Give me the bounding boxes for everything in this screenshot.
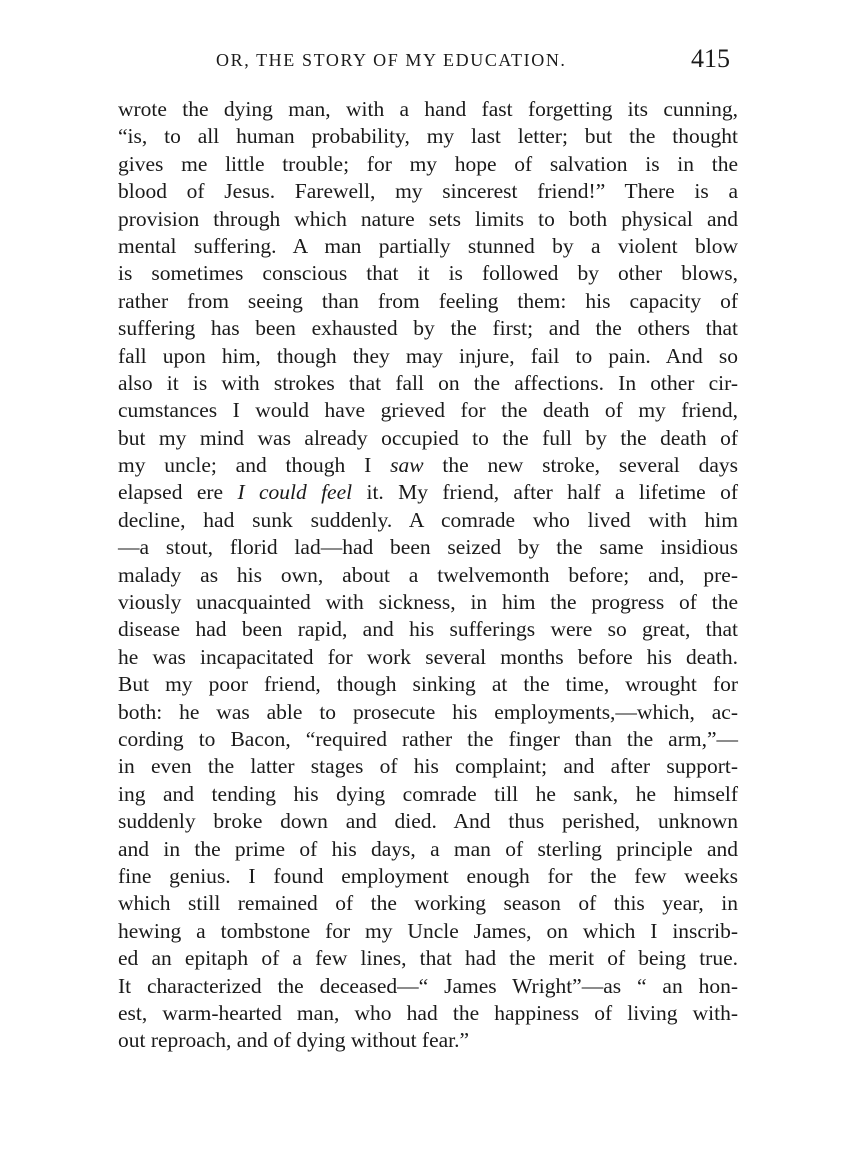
text-segment: both: he was able to prosecute his employments,—which, ac- <box>118 699 738 724</box>
text-segment: the new stroke, several days <box>423 453 739 478</box>
text-segment: It characterized the deceased—“ James Wright”—as “ an hon- <box>118 973 738 998</box>
text-segment: fine genius. I found employment enough for the few weeks <box>118 863 738 888</box>
text-segment: elapsed ere <box>118 480 238 505</box>
text-segment: “is, to all human probability, my last letter; but the thought <box>118 124 738 149</box>
body-text <box>118 96 738 1055</box>
text-segment: hewing a tombstone for my Uncle James, on which I inscrib- <box>118 918 738 943</box>
text-segment: wrote the dying man, with a hand fast forgetting its cunning, <box>118 97 738 121</box>
text-segment: but my mind was already occupied to the full by the death of <box>118 425 738 450</box>
text-line <box>118 288 738 315</box>
text-line <box>118 589 738 616</box>
text-line <box>118 452 738 479</box>
text-line <box>118 890 738 917</box>
text-line <box>118 123 738 150</box>
text-line <box>118 96 738 123</box>
text-line <box>118 370 738 397</box>
running-head <box>216 44 736 78</box>
text-line <box>118 206 738 233</box>
text-segment: it. My friend, after half a lifetime of <box>352 480 738 505</box>
text-line <box>118 343 738 370</box>
text-line <box>118 425 738 452</box>
text-segment: suffering has been exhausted by the first; and the others that <box>118 316 738 341</box>
text-line <box>118 562 738 589</box>
text-segment: cording to Bacon, “required rather the finger than the arm,”— <box>118 726 738 751</box>
text-segment: my uncle; and though I <box>118 453 391 478</box>
text-segment: malady as his own, about a twelvemonth before; and, pre- <box>118 562 738 587</box>
text-segment: which still remained of the working season of this year, in <box>118 891 738 916</box>
text-line <box>118 1027 738 1054</box>
text-line <box>118 836 738 863</box>
text-line <box>118 726 738 753</box>
text-line <box>118 808 738 835</box>
text-line <box>118 753 738 780</box>
text-segment: out reproach, and of dying without fear.” <box>118 1028 470 1053</box>
text-segment: suddenly broke down and died. And thus perished, unknown <box>118 809 738 834</box>
text-line <box>118 781 738 808</box>
text-line <box>118 151 738 178</box>
text-segment: disease had been rapid, and his sufferings were so great, that <box>118 617 738 642</box>
text-line <box>118 918 738 945</box>
text-segment: blood of Jesus. Farewell, my sincerest friend!” There is a <box>118 179 738 204</box>
text-line <box>118 178 738 205</box>
text-segment: fall upon him, though they may injure, fail to pain. And so <box>118 343 738 368</box>
text-segment: decline, had sunk suddenly. A comrade who lived with him <box>118 507 738 532</box>
text-line <box>118 233 738 260</box>
text-segment: is sometimes conscious that it is followed by other blows, <box>118 261 738 286</box>
text-line <box>118 973 738 1000</box>
text-segment: ed an epitaph of a few lines, that had the merit of being true. <box>118 946 738 971</box>
italic-text: saw <box>390 453 424 478</box>
text-line <box>118 315 738 342</box>
text-segment: provision through which nature sets limits to both physical and <box>118 206 738 231</box>
text-line <box>118 863 738 890</box>
text-segment: —a stout, florid lad—had been seized by the same insidious <box>118 535 738 560</box>
text-segment: But my poor friend, though sinking at the time, wrought for <box>118 672 738 697</box>
running-title: OR, THE STORY OF MY EDUCATION. <box>216 50 567 70</box>
text-segment: mental suffering. A man partially stunned by a violent blow <box>118 233 738 258</box>
text-segment: viously unacquainted with sickness, in him the progress of the <box>118 590 738 615</box>
text-segment: he was incapacitated for work several months before his death. <box>118 644 738 669</box>
text-segment: in even the latter stages of his complaint; and after support- <box>118 754 738 779</box>
text-segment: rather from seeing than from feeling them: his capacity of <box>118 288 738 313</box>
text-line <box>118 945 738 972</box>
text-segment: ing and tending his dying comrade till he sank, he himself <box>118 781 738 806</box>
text-line <box>118 479 738 506</box>
page-number: 415 <box>691 44 730 73</box>
italic-text: I could feel <box>237 480 353 505</box>
text-line <box>118 1000 738 1027</box>
text-segment: also it is with strokes that fall on the affections. In other cir- <box>118 370 738 395</box>
text-segment: and in the prime of his days, a man of sterling principle and <box>118 836 738 861</box>
text-segment: cumstances I would have grieved for the death of my friend, <box>118 398 738 423</box>
text-segment: gives me little trouble; for my hope of salvation is in the <box>118 151 738 176</box>
text-line <box>118 671 738 698</box>
text-line <box>118 260 738 287</box>
text-line <box>118 507 738 534</box>
text-line <box>118 534 738 561</box>
text-line <box>118 616 738 643</box>
text-line <box>118 397 738 424</box>
text-line <box>118 644 738 671</box>
text-segment: est, warm-hearted man, who had the happiness of living with- <box>118 1000 738 1025</box>
text-line <box>118 699 738 726</box>
